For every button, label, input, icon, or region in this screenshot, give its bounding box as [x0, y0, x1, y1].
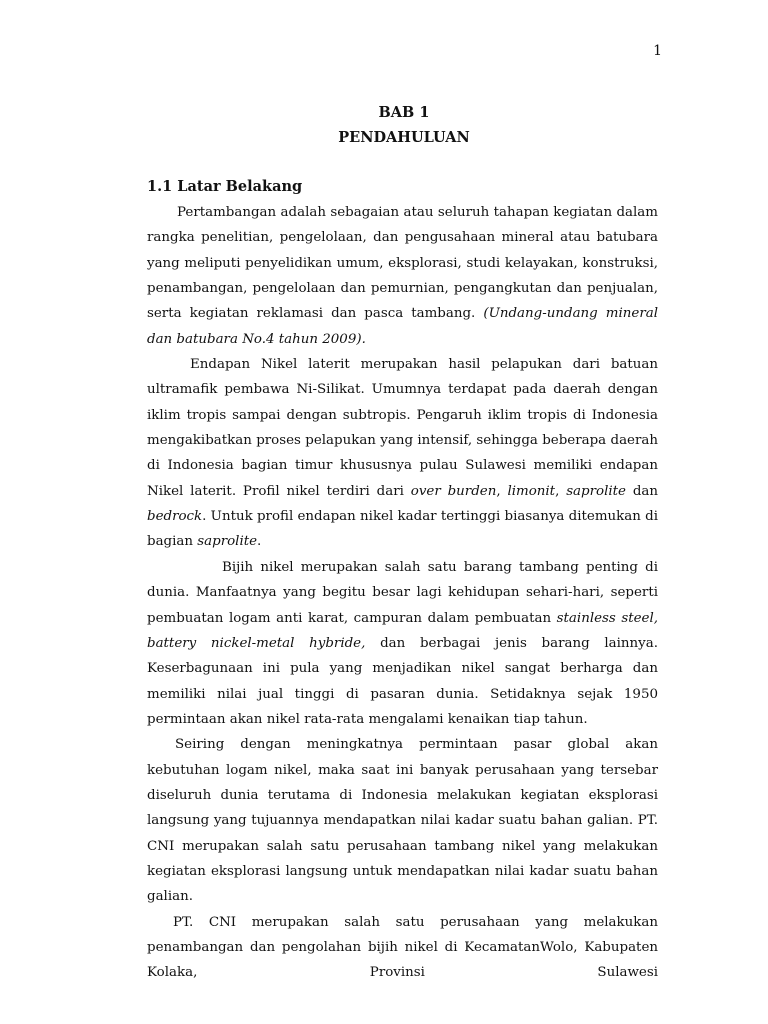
- body-text: [147, 200, 658, 986]
- italic-text: (Undang-undang mineral dan batubara No.4 tahun 2009).: [147, 306, 658, 347]
- text-run: Seiring dengan meningkatnya permintaan pasar global akan kebutuhan logam nikel, maka saat ini banyak perusahaan yang tersebar diseluruh dunia terutama di Indonesia melakukan kegiatan eksplorasi langsung yang tujuannya mendapatkan nilai kadar suatu bahan galian. PT. CNI merupakan salah satu perusahaan tambang nikel yang melakukan kegiatan eksplorasi langsung untuk mendapatkan nilai kadar suatu bahan galian.: [147, 737, 658, 905]
- chapter-title: PENDAHULUAN: [338, 129, 470, 146]
- paragraph-3: [147, 555, 658, 732]
- paragraph-4: [147, 732, 658, 909]
- paragraph-5: [147, 910, 658, 986]
- text-run: dan: [625, 483, 658, 499]
- page-number: 1: [653, 43, 662, 59]
- text-run: ,: [555, 483, 567, 499]
- text-run: .: [257, 534, 262, 550]
- text-run: . Untuk profil endapan nikel kadar tertinggi biasanya ditemukan di bagian: [147, 509, 658, 550]
- italic-text: saprolite: [197, 534, 258, 550]
- text-run: ,: [496, 483, 508, 499]
- section-heading: 1.1 Latar Belakang: [147, 178, 303, 195]
- text-run: dan berbagai jenis barang lainnya. Keserbagunaan ini pula yang menjadikan nikel sangat berharga dan memiliki nilai jual tinggi di pasaran dunia. Setidaknya sejak 1950 permintaan akan nikel rata-rata mengalami kenaikan tiap tahun.: [147, 635, 658, 727]
- italic-text: stainless steel, battery nickel-metal hybride,: [147, 610, 658, 651]
- text-run: PT. CNI merupakan salah satu perusahaan yang melakukan penambangan dan pengolahan bijih nikel di KecamatanWolo, Kabupaten Kolaka, Provinsi Sulawesi: [147, 914, 658, 981]
- italic-text: limonit: [507, 483, 556, 499]
- paragraph-1: [147, 200, 658, 352]
- italic-text: saprolite: [566, 483, 626, 499]
- italic-text: over burden: [410, 483, 497, 499]
- text-run: Endapan Nikel laterit merupakan hasil pelapukan dari batuan ultramafik pembawa Ni-Silikat. Umumnya terdapat pada daerah dengan iklim tropis sampai dengan subtropis. Pengaruh iklim tropis di Indonesia mengakibatkan proses pelapukan yang intensif, sehingga beberapa daerah di Indonesia bagian timur khususnya pulau Sulawesi memiliki endapan Nikel laterit. Profil nikel terdiri dari: [147, 357, 658, 499]
- paragraph-2: [147, 352, 658, 555]
- chapter-number: BAB 1: [378, 104, 430, 121]
- italic-text: bedrock: [147, 509, 203, 525]
- text-run: Pertambangan adalah sebagaian atau seluruh tahapan kegiatan dalam rangka penelitian, pengelolaan, dan pengusahaan mineral atau batubara yang meliputi penyelidikan umum, eksplorasi, studi kelayakan, konstruksi, penambangan, pengelolaan dan pemurnian, pengangkutan dan penjualan, serta kegiatan reklamasi dan pasca tambang.: [147, 205, 658, 322]
- text-run: Bijih nikel merupakan salah satu barang tambang penting di dunia. Manfaatnya yang begitu besar lagi kehidupan sehari-hari, seperti pembuatan logam anti karat, campuran dalam pembuatan: [147, 559, 658, 626]
